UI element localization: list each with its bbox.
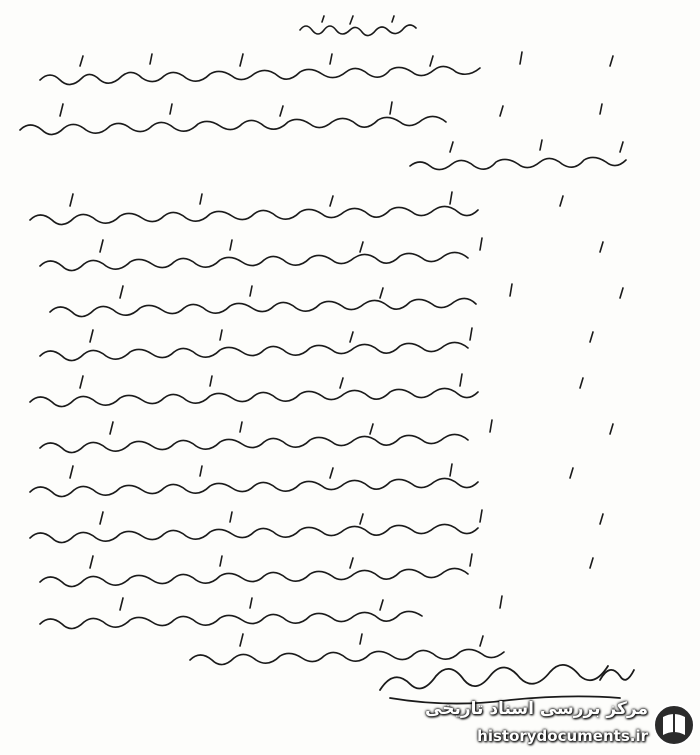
book-logo-icon	[652, 703, 696, 747]
watermark-title: مرکز بررسی اسناد تاریخی	[425, 699, 648, 719]
watermark	[370, 695, 700, 755]
watermark-url: historydocuments.ir	[477, 727, 648, 745]
